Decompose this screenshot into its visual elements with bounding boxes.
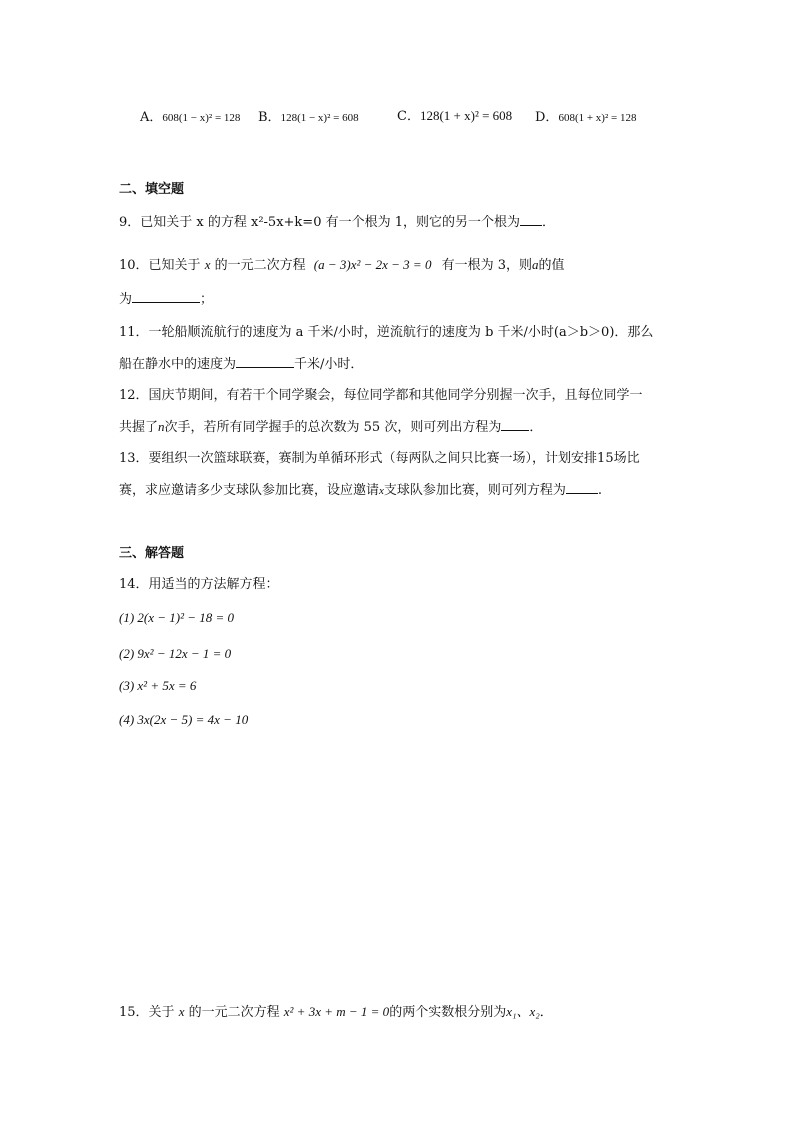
option-c — [397, 107, 512, 126]
q10-line2-prefix: 为 — [119, 292, 133, 307]
q15-mid: 的一元二次方程 — [188, 1005, 280, 1020]
q13-line2-suffix: . — [597, 483, 603, 498]
q10-after: 有一根为 3，则 — [441, 258, 532, 273]
question-10 — [119, 256, 565, 275]
q10-var-a: a — [532, 257, 539, 272]
question-11: 11．一轮船顺流航行的速度为 a 千米/小时，逆流航行的速度为 b 千米/小时(a＞b＞0)．那么 — [119, 325, 654, 340]
option-d-expr: 608(1 + x)² = 128 — [558, 112, 637, 124]
option-d — [535, 109, 636, 127]
q10-var-x: x — [204, 257, 211, 272]
question-10-line2 — [119, 290, 213, 309]
q15-equation: x² + 3x + m − 1 = 0 — [283, 1004, 390, 1019]
option-b-letter: B． — [258, 110, 281, 125]
q15-prefix: 15．关于 — [119, 1005, 175, 1020]
q11-line2-suffix: 千米/小时． — [294, 357, 364, 372]
q15-var-x: x — [178, 1004, 185, 1019]
q15-end: ． — [539, 1005, 553, 1020]
q13-blank[interactable] — [566, 481, 598, 494]
q11-line2-prefix: 船在静水中的速度为 — [119, 357, 237, 372]
option-c-letter: C． — [397, 109, 420, 124]
q15-after: 的两个实数根分别为 — [389, 1005, 507, 1020]
q13-line2-mid: 支球队参加比赛，则可列方程为 — [383, 483, 566, 498]
option-b — [258, 109, 359, 127]
q15-roots: x₁、x₂ — [506, 1004, 540, 1019]
question-14-title: 14．用适当的方法解方程： — [119, 577, 279, 592]
section-2-title: 二、填空题 — [119, 182, 185, 197]
question-13-line2 — [119, 481, 602, 500]
q10-equation: (a − 3)x² − 2x − 3 = 0 — [313, 257, 432, 272]
section-3-title: 三、解答题 — [119, 546, 185, 561]
q11-blank[interactable] — [236, 355, 294, 368]
q12-var-n: n — [158, 419, 165, 434]
option-a-letter: A． — [140, 110, 163, 125]
question-15 — [119, 1003, 553, 1022]
option-c-expr: 128(1 + x)² = 608 — [419, 108, 513, 123]
q9-text: 9．已知关于 x 的方程 x²-5x+k=0 有一个根为 1，则它的另一个根为 — [119, 215, 521, 230]
q9-suffix: ． — [542, 215, 556, 230]
option-a-expr: 608(1 − x)² = 128 — [162, 112, 241, 124]
question-11-line2 — [119, 355, 363, 374]
q10-end: 的值 — [538, 258, 565, 273]
q12-line2-mid: 次手，若所有同学握手的总次数为 55 次，则可列出方程为 — [164, 420, 502, 435]
q14-item-1: (1) 2(x − 1)² − 18 = 0 — [119, 610, 235, 625]
question-12-line2 — [119, 418, 542, 437]
question-12: 12．国庆节期间，有若干个同学聚会，每位同学都和其他同学分别握一次手，且每位同学一 — [119, 388, 643, 403]
q9-blank[interactable] — [520, 213, 542, 226]
q13-line2-prefix: 赛，求应邀请多少支球队参加比赛，设应邀请 — [119, 483, 380, 498]
q14-item-2: (2) 9x² − 12x − 1 = 0 — [119, 646, 232, 661]
option-d-letter: D． — [535, 110, 559, 125]
q12-line2-prefix: 共握了 — [119, 420, 159, 435]
q14-item-4: (4) 3x(2x − 5) = 4x − 10 — [119, 712, 249, 727]
q10-mid: 的一元二次方程 — [214, 258, 306, 273]
q10-blank[interactable] — [132, 290, 200, 303]
question-9 — [119, 213, 555, 232]
q12-line2-suffix: ． — [529, 420, 543, 435]
q10-line2-suffix: ； — [200, 292, 214, 307]
q10-prefix: 10．已知关于 — [119, 258, 201, 273]
option-a — [140, 109, 240, 127]
q14-item-3: (3) x² + 5x = 6 — [119, 678, 197, 693]
question-13: 13．要组织一次篮球联赛，赛制为单循环形式（每两队之间只比赛一场），计划安排15场比 — [119, 451, 640, 466]
q12-blank[interactable] — [501, 418, 529, 431]
option-b-expr: 128(1 − x)² = 608 — [280, 112, 359, 124]
q13-var-x: x — [379, 485, 384, 497]
